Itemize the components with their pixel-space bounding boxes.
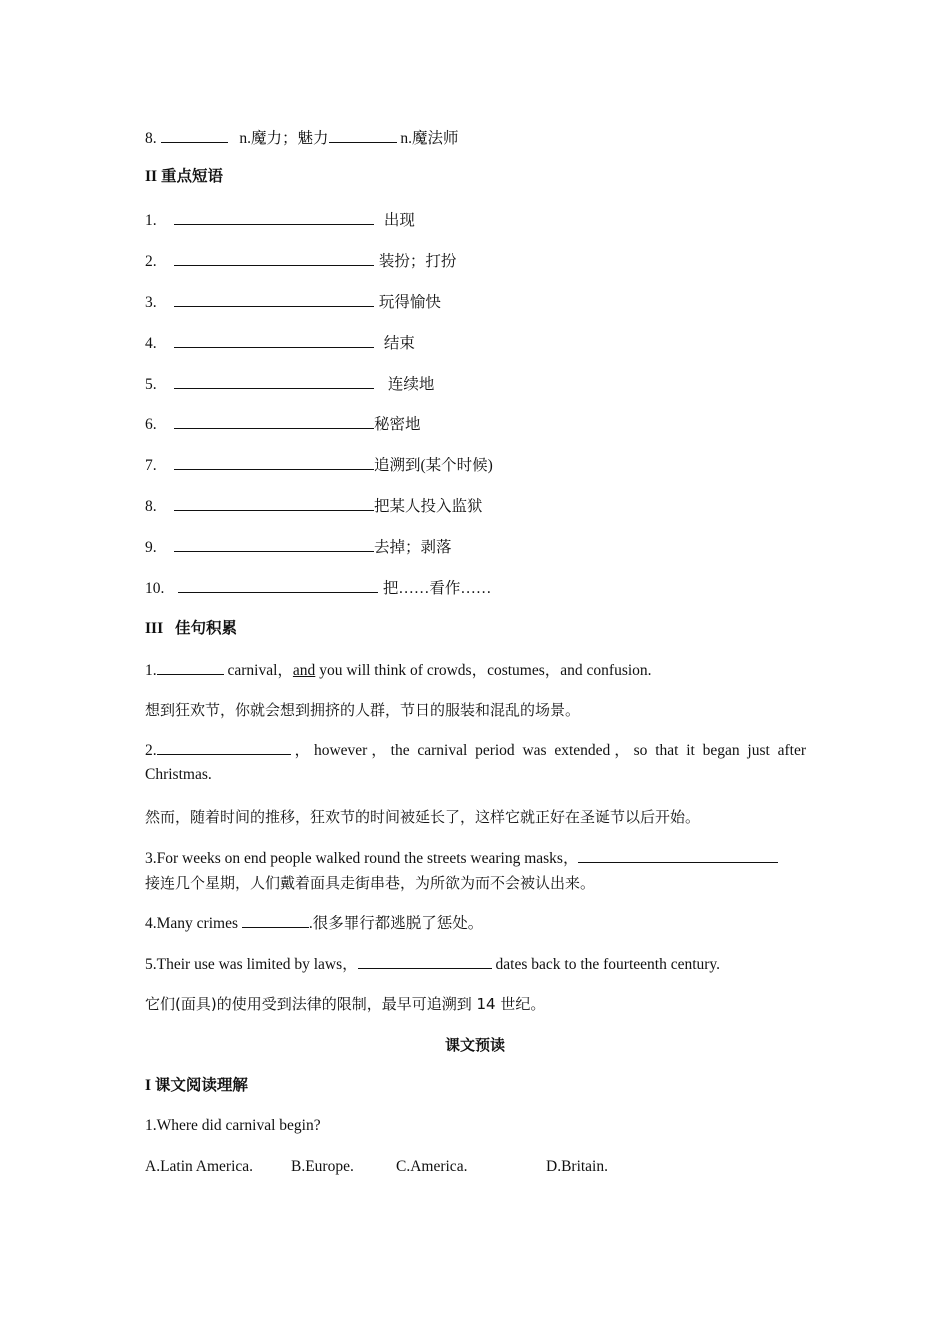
phrase-meaning: 把……看作…… (382, 580, 492, 597)
sentence-1-translation: 想到狂欢节，你就会想到拥挤的人群，节日的服装和混乱的场景。 (145, 701, 581, 719)
option-c[interactable]: C.America. (396, 1158, 468, 1175)
answer-blank[interactable] (578, 848, 778, 863)
sentence-text: .很多罪行都逃脱了惩处。 (308, 915, 484, 932)
item-number: 2. (145, 253, 157, 270)
answer-blank[interactable] (157, 660, 224, 675)
section-heading-reading (145, 1076, 248, 1096)
answer-blank[interactable] (174, 455, 374, 470)
heading-text: 重点短语 (160, 168, 223, 185)
item-number: 5. (145, 376, 157, 393)
phrase-meaning: 出现 (383, 212, 415, 229)
answer-blank[interactable] (174, 251, 374, 266)
item-number: 8. (145, 498, 157, 515)
sentence-4 (145, 913, 483, 934)
answer-blank[interactable] (174, 374, 374, 389)
answer-blank[interactable] (174, 414, 374, 429)
option-a[interactable]: A.Latin America. (145, 1158, 254, 1175)
phrase-meaning: 结束 (383, 335, 415, 352)
phrase-meaning: 把某人投入监狱 (374, 498, 483, 515)
sentence-3 (145, 848, 778, 869)
answer-blank[interactable] (174, 496, 374, 511)
answer-blank[interactable] (174, 537, 374, 552)
heading-numeral: I (145, 1077, 152, 1094)
phrase-meaning: 连续地 (387, 376, 435, 393)
phrase-item (145, 251, 456, 272)
page-title: 课文预读 (444, 1036, 505, 1054)
sentence-2-translation: 然而，随着时间的推移，狂欢节的时间被延长了，这样它就正好在圣诞节以后开始。 (145, 808, 701, 826)
sentence-5 (145, 954, 720, 975)
meaning: n.魔法师 (400, 130, 459, 147)
answer-blank[interactable] (178, 578, 378, 593)
item-number: 8. (145, 130, 157, 147)
answer-blank[interactable] (174, 210, 374, 225)
heading-text: 佳句积累 (174, 620, 237, 637)
phrase-item (145, 210, 415, 231)
phrase-meaning: 装扮；打扮 (378, 253, 457, 270)
phrase-item (145, 537, 452, 558)
question-1-options (145, 1157, 745, 1177)
option-b[interactable]: B.Europe. (291, 1158, 354, 1175)
sentence-text: 5.Their use was limited by laws， (145, 956, 358, 973)
item-number: 10. (145, 580, 165, 597)
answer-blank[interactable] (329, 128, 397, 143)
answer-blank[interactable] (242, 913, 309, 928)
answer-blank[interactable] (174, 292, 374, 307)
sentence-text: ，however，the carnival period was extended，so that it began just after Christmas. (145, 742, 806, 783)
phrase-item (145, 414, 421, 435)
sentence-3-translation: 接连几个星期，人们戴着面具走街串巷，为所欲为而不会被认出来。 (145, 874, 596, 892)
section-heading-sentences (145, 619, 237, 639)
answer-blank[interactable] (157, 740, 291, 755)
phrase-item (145, 333, 415, 354)
vocab-item-8 (145, 128, 459, 149)
heading-text: 课文阅读理解 (154, 1077, 248, 1094)
sentence-text: you will think of crowds，costumes，and confusion. (315, 662, 652, 679)
item-number: 4. (145, 335, 157, 352)
heading-numeral: III (145, 620, 164, 637)
sentence-1 (145, 660, 652, 681)
sentence-text: dates back to the fourteenth century. (491, 956, 721, 973)
phrase-item (145, 578, 491, 599)
answer-blank[interactable] (174, 333, 374, 348)
item-number: 1. (145, 212, 157, 229)
meaning: n.魔力；魅力 (239, 130, 329, 147)
sentence-text: carnival， (223, 662, 293, 679)
phrase-item (145, 292, 441, 313)
phrase-item (145, 496, 483, 517)
underlined-word: and (292, 662, 316, 679)
phrase-meaning: 秘密地 (374, 416, 421, 433)
item-number: 6. (145, 416, 157, 433)
item-number: 3. (145, 294, 157, 311)
phrase-item (145, 455, 493, 476)
option-d[interactable]: D.Britain. (546, 1158, 608, 1175)
item-number: 9. (145, 539, 157, 556)
sentence-5-translation: 它们(面具)的使用受到法律的限制，最早可追溯到 14 世纪。 (145, 995, 546, 1013)
phrase-item (145, 374, 434, 395)
heading-numeral: II (145, 168, 158, 185)
sentence-prefix: 2. (145, 742, 157, 759)
phrase-meaning: 去掉；剥落 (374, 539, 452, 556)
phrase-meaning: 玩得愉快 (378, 294, 441, 311)
sentence-2 (145, 739, 806, 787)
answer-blank[interactable] (358, 954, 492, 969)
sentence-text: 3.For weeks on end people walked round the streets wearing masks， (145, 850, 579, 867)
phrase-meaning: 追溯到(某个时候) (374, 457, 493, 474)
question-1: 1.Where did carnival begin? (145, 1117, 321, 1134)
sentence-text: 4.Many crimes (145, 915, 242, 932)
answer-blank[interactable] (161, 128, 228, 143)
section-heading-phrases (145, 167, 223, 187)
item-number: 7. (145, 457, 157, 474)
sentence-prefix: 1. (145, 662, 157, 679)
